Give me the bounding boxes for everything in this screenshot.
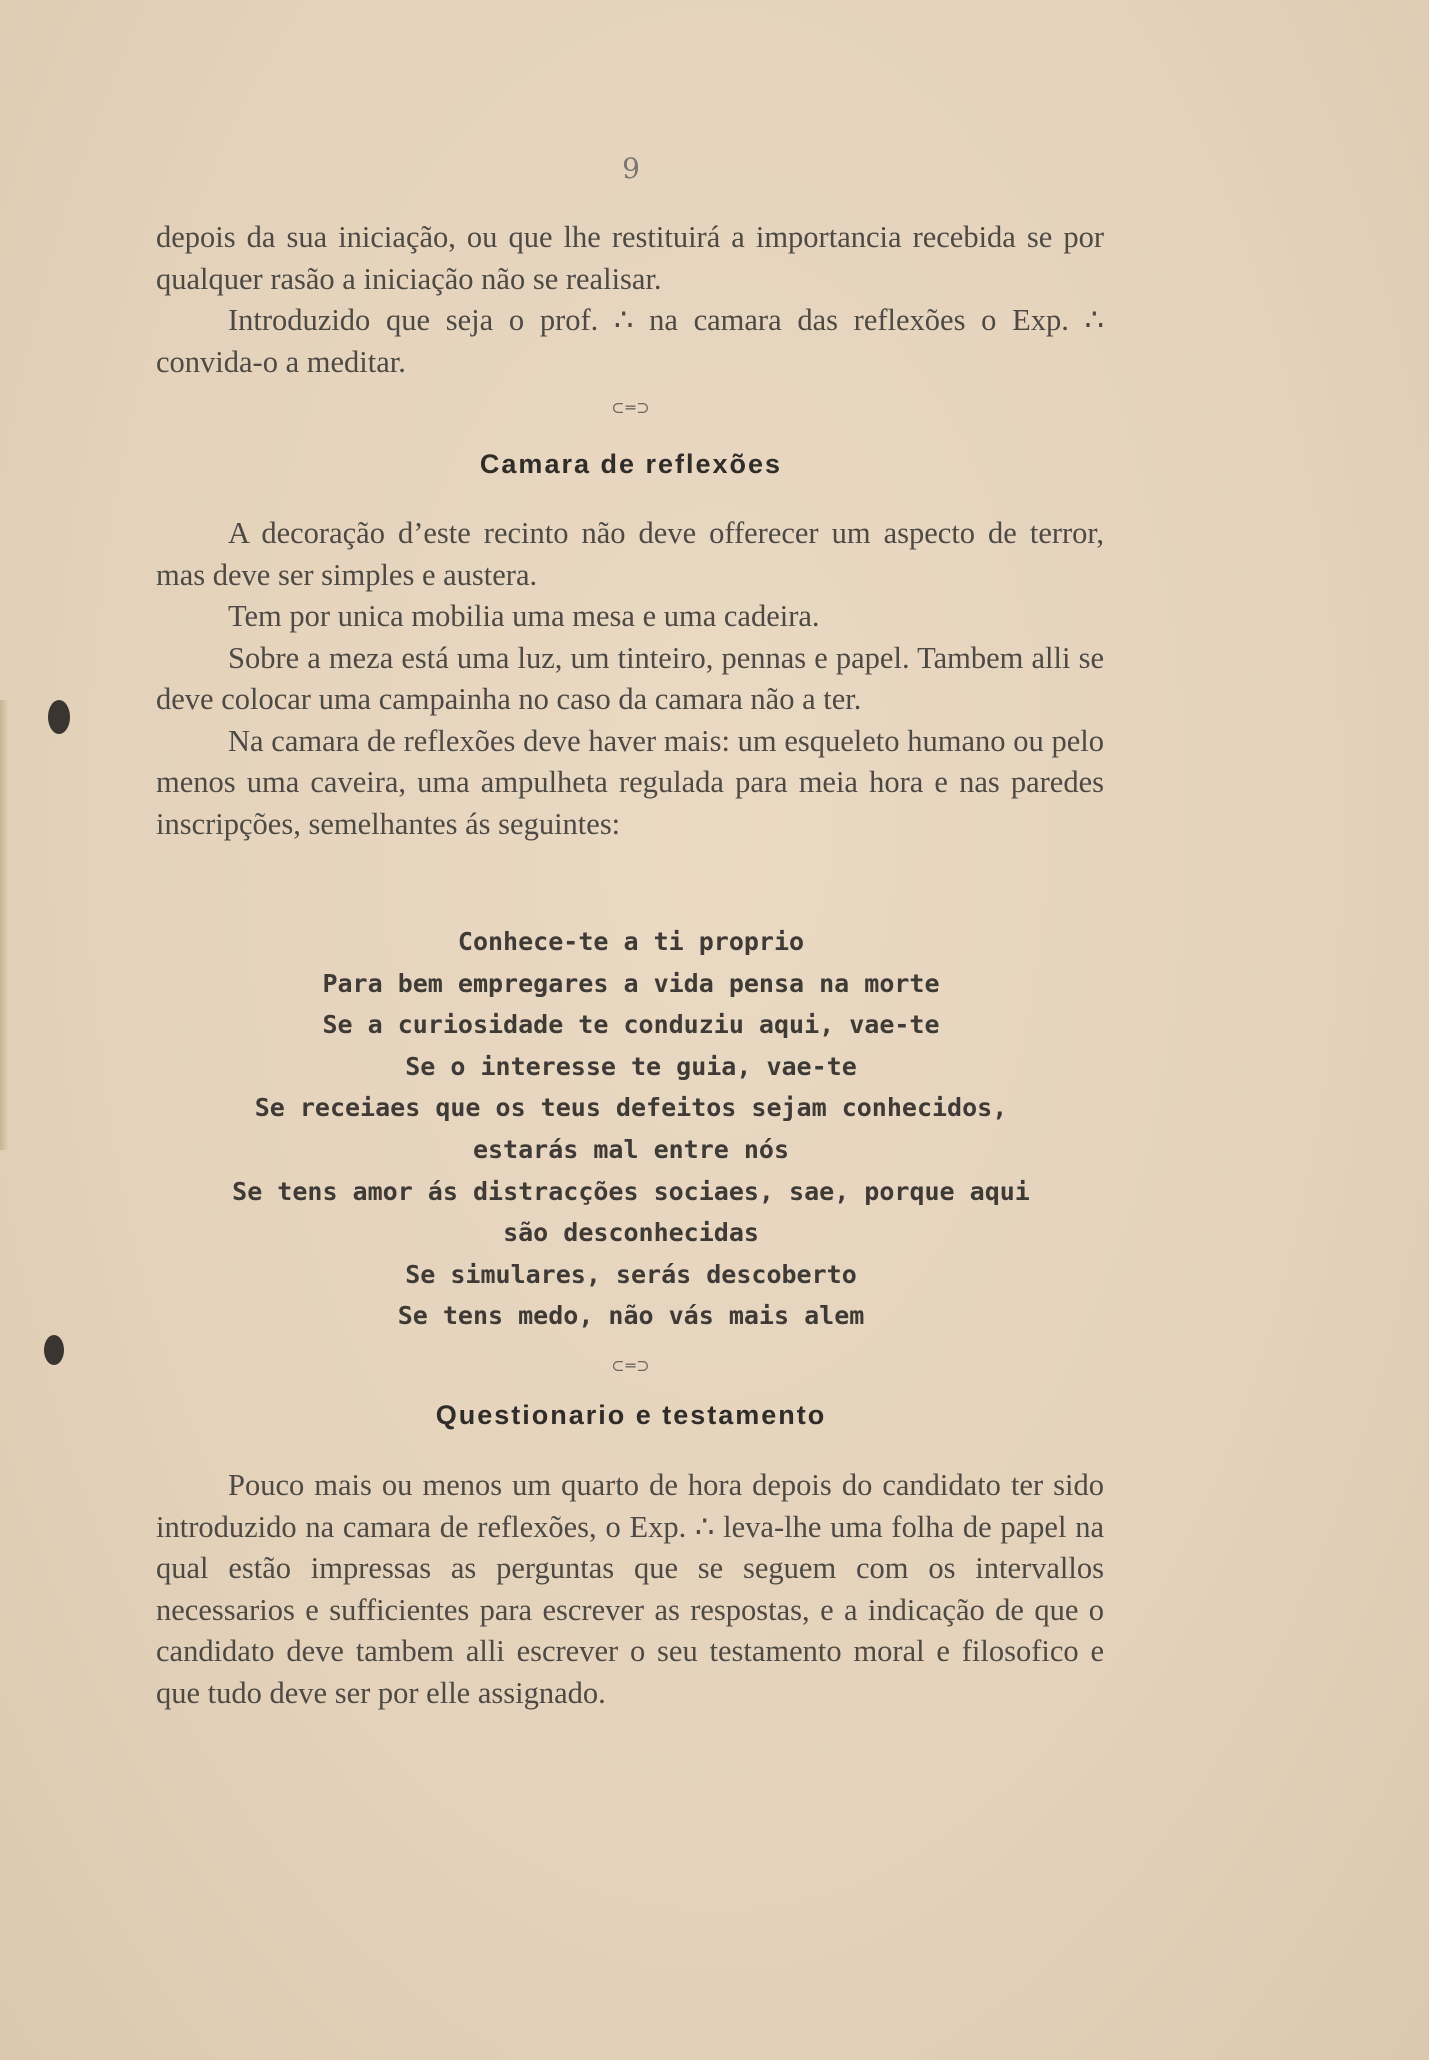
paragraph: Pouco mais ou menos um quarto de hora depois do candidato ter sido introduzido na camara de reflexões, o Exp. ∴ leva-lhe uma folha de papel na qual estão impressas as perguntas que se seguem com os intervallos necessarios e sufficientes para escrever as respostas, e a indicação de que o candidato deve tambem alli escrever o seu testamento moral e filosofico e que tudo deve ser por elle assignado. [156,1468,1104,1710]
ornament-divider: ⊂═⊃ [611,398,651,417]
ornament-divider: ⊂═⊃ [611,1356,651,1375]
paragraph: Introduzido que seja o prof. ∴ na camara das reflexões o Exp. ∴ convida-o a meditar. [156,303,1104,379]
inscription: Se o interesse te guia, vae-te [405,1051,857,1081]
page-number: 9 [622,152,640,185]
inscription: Se a curiosidade te conduziu aqui, vae-te [322,1010,940,1040]
inscription: Se tens medo, não vás mais alem [397,1301,865,1331]
paragraph: Na camara de reflexões deve haver mais: um esqueleto humano ou pelo menos uma caveira, uma ampulheta regulada para meia hora e nas paredes inscripções, semelhantes ás seguintes: [156,723,1104,841]
inscription: Se tens amor ás distracções sociaes, sae, porque aqui [232,1176,1030,1206]
paragraph: A decoração d’este recinto não deve offerecer um aspecto de terror, mas deve ser simples e austera. [156,516,1104,592]
inscription: estarás mal entre nós [472,1134,790,1164]
ink-blot [48,700,70,734]
paragraph: Tem por unica mobilia uma mesa e uma cadeira. [228,599,820,633]
inscription: Se receiaes que os teus defeitos sejam conhecidos, [254,1093,1008,1123]
paragraph: Sobre a meza está uma luz, um tinteiro, pennas e papel. Tambem alli se deve colocar uma campainha no caso da camara não a ter. [156,640,1104,716]
inscription: Para bem empregares a vida pensa na morte [322,968,940,998]
inscriptions-list [210,921,1052,1337]
section-body [156,513,1104,845]
section-title: Camara de reflexões [479,449,783,479]
section-body [156,1465,1104,1714]
inscription: são desconhecidas [503,1218,759,1248]
inscription: Se simulares, serás descoberto [405,1259,857,1289]
paragraph: depois da sua iniciação, ou que lhe restituirá a importancia recebida se por qualquer rasão a iniciação não se realisar. [156,220,1104,296]
inscription: Conhece-te a ti proprio [457,927,805,956]
intro-text [156,217,1104,383]
page-edge-shadow [0,700,8,1150]
section-title: Questionario e testamento [435,1400,827,1430]
